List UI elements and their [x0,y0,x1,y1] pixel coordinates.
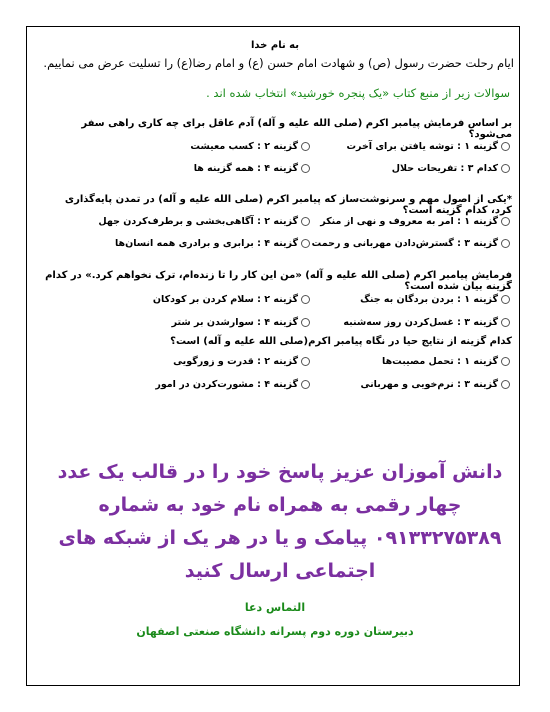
q1-option-1[interactable]: گزینه ۱ : توشه یافتن برای آخرت [346,141,510,152]
call-to-action: دانش آموزان عزیز پاسخ خود را در قالب یک عدد چهار رقمی به همراه نام خود به شماره ۰۹۱۳۳۲۷۵۳۸۹ پیامک و یا در هر یک از شبکه های اجتماعی ارسال کنید [57,461,503,582]
q4-option-4[interactable]: گزینه ۴ : مشورت‌کردن در امور [155,379,310,390]
radio-button[interactable] [301,380,310,389]
question-4: کدام گزینه از نتایج حیا در نگاه پیامبر اکرم(صلی الله علیه و آله) است؟ [170,336,512,347]
radio-button[interactable] [501,318,510,327]
school-name: دبیرستان دوره دوم پسرانه دانشگاه صنعتی اصفهان [136,625,414,638]
radio-button[interactable] [301,295,310,304]
radio-button[interactable] [501,239,510,248]
q2-option-2[interactable]: گزینه ۲ : آگاهی‌بخشی و برطرف‌کردن جهل [98,216,310,227]
radio-button[interactable] [301,357,310,366]
radio-button[interactable] [501,142,510,151]
question-3: فرمایش پیامبر اکرم (صلی الله علیه و آله) «من این کار را تا زنده‌ام، ترک نخواهم کرد.» در کدام گزینه بیان شده است؟ [45,270,512,292]
radio-button[interactable] [301,164,310,173]
q4-option-2[interactable]: گزینه ۲ : قدرت و زورگویی [173,356,310,367]
condolence-intro: ایام رحلت حضرت رسول (ص) و شهادت امام حسن (ع) و امام رضا(ع) را تسلیت عرض می نماییم. [43,56,514,70]
q3-option-3[interactable]: گزینه ۳ : غسل‌کردن روز سه‌شنبه [343,317,510,328]
q2-option-3[interactable]: گزینه ۳ : گسترش‌دادن مهربانی و رحمت [312,238,510,249]
radio-button[interactable] [301,318,310,327]
q3-option-2[interactable]: گزینه ۲ : سلام کردن بر کودکان [153,294,310,305]
prayer-request: التماس دعا [244,601,306,614]
radio-button[interactable] [501,164,510,173]
q4-option-3[interactable]: گزینه ۳ : نرم‌خویی و مهربانی [361,379,511,390]
q1-option-3[interactable]: کدام ۳ : تفریحات حلال [392,163,510,174]
radio-button[interactable] [501,295,510,304]
radio-button[interactable] [301,239,310,248]
q4-option-1[interactable]: گزینه ۱ : تحمل مصیبت‌ها [382,356,510,367]
q2-option-1[interactable]: گزینه ۱ : امر به معروف و نهی از منکر [320,216,510,227]
radio-button[interactable] [501,380,510,389]
radio-button[interactable] [501,357,510,366]
bismillah-heading: به نام خدا [250,40,300,51]
q1-option-4[interactable]: گزینه ۴ : همه گزینه ها [194,163,310,174]
q1-option-2[interactable]: گزینه ۲ : کسب معیشت [190,141,310,152]
question-2: *یکی از اصول مهم و سرنوشت‌ساز که پیامبر اکرم (صلی الله علیه و آله) در تمدن پایه‌گذاری کرد، کدام گزینه است؟ [64,194,512,216]
radio-button[interactable] [301,217,310,226]
question-1: بر اساس فرمایش پیامبر اکرم (صلی الله علیه و آله) آدم عاقل برای چه کاری راهی سفر می‌شود؟ [81,118,512,140]
q3-option-4[interactable]: گزینه ۴ : سوارشدن بر شتر [172,317,310,328]
radio-button[interactable] [501,217,510,226]
source-note: سوالات زیر از منبع کتاب «یک پنجره خورشید» انتخاب شده اند . [206,86,510,100]
q2-option-4[interactable]: گزینه ۴ : برابری و برادری همه انسان‌ها [115,238,310,249]
q3-option-1[interactable]: گزینه ۱ : بردن بردگان به جنگ [360,294,510,305]
radio-button[interactable] [301,142,310,151]
